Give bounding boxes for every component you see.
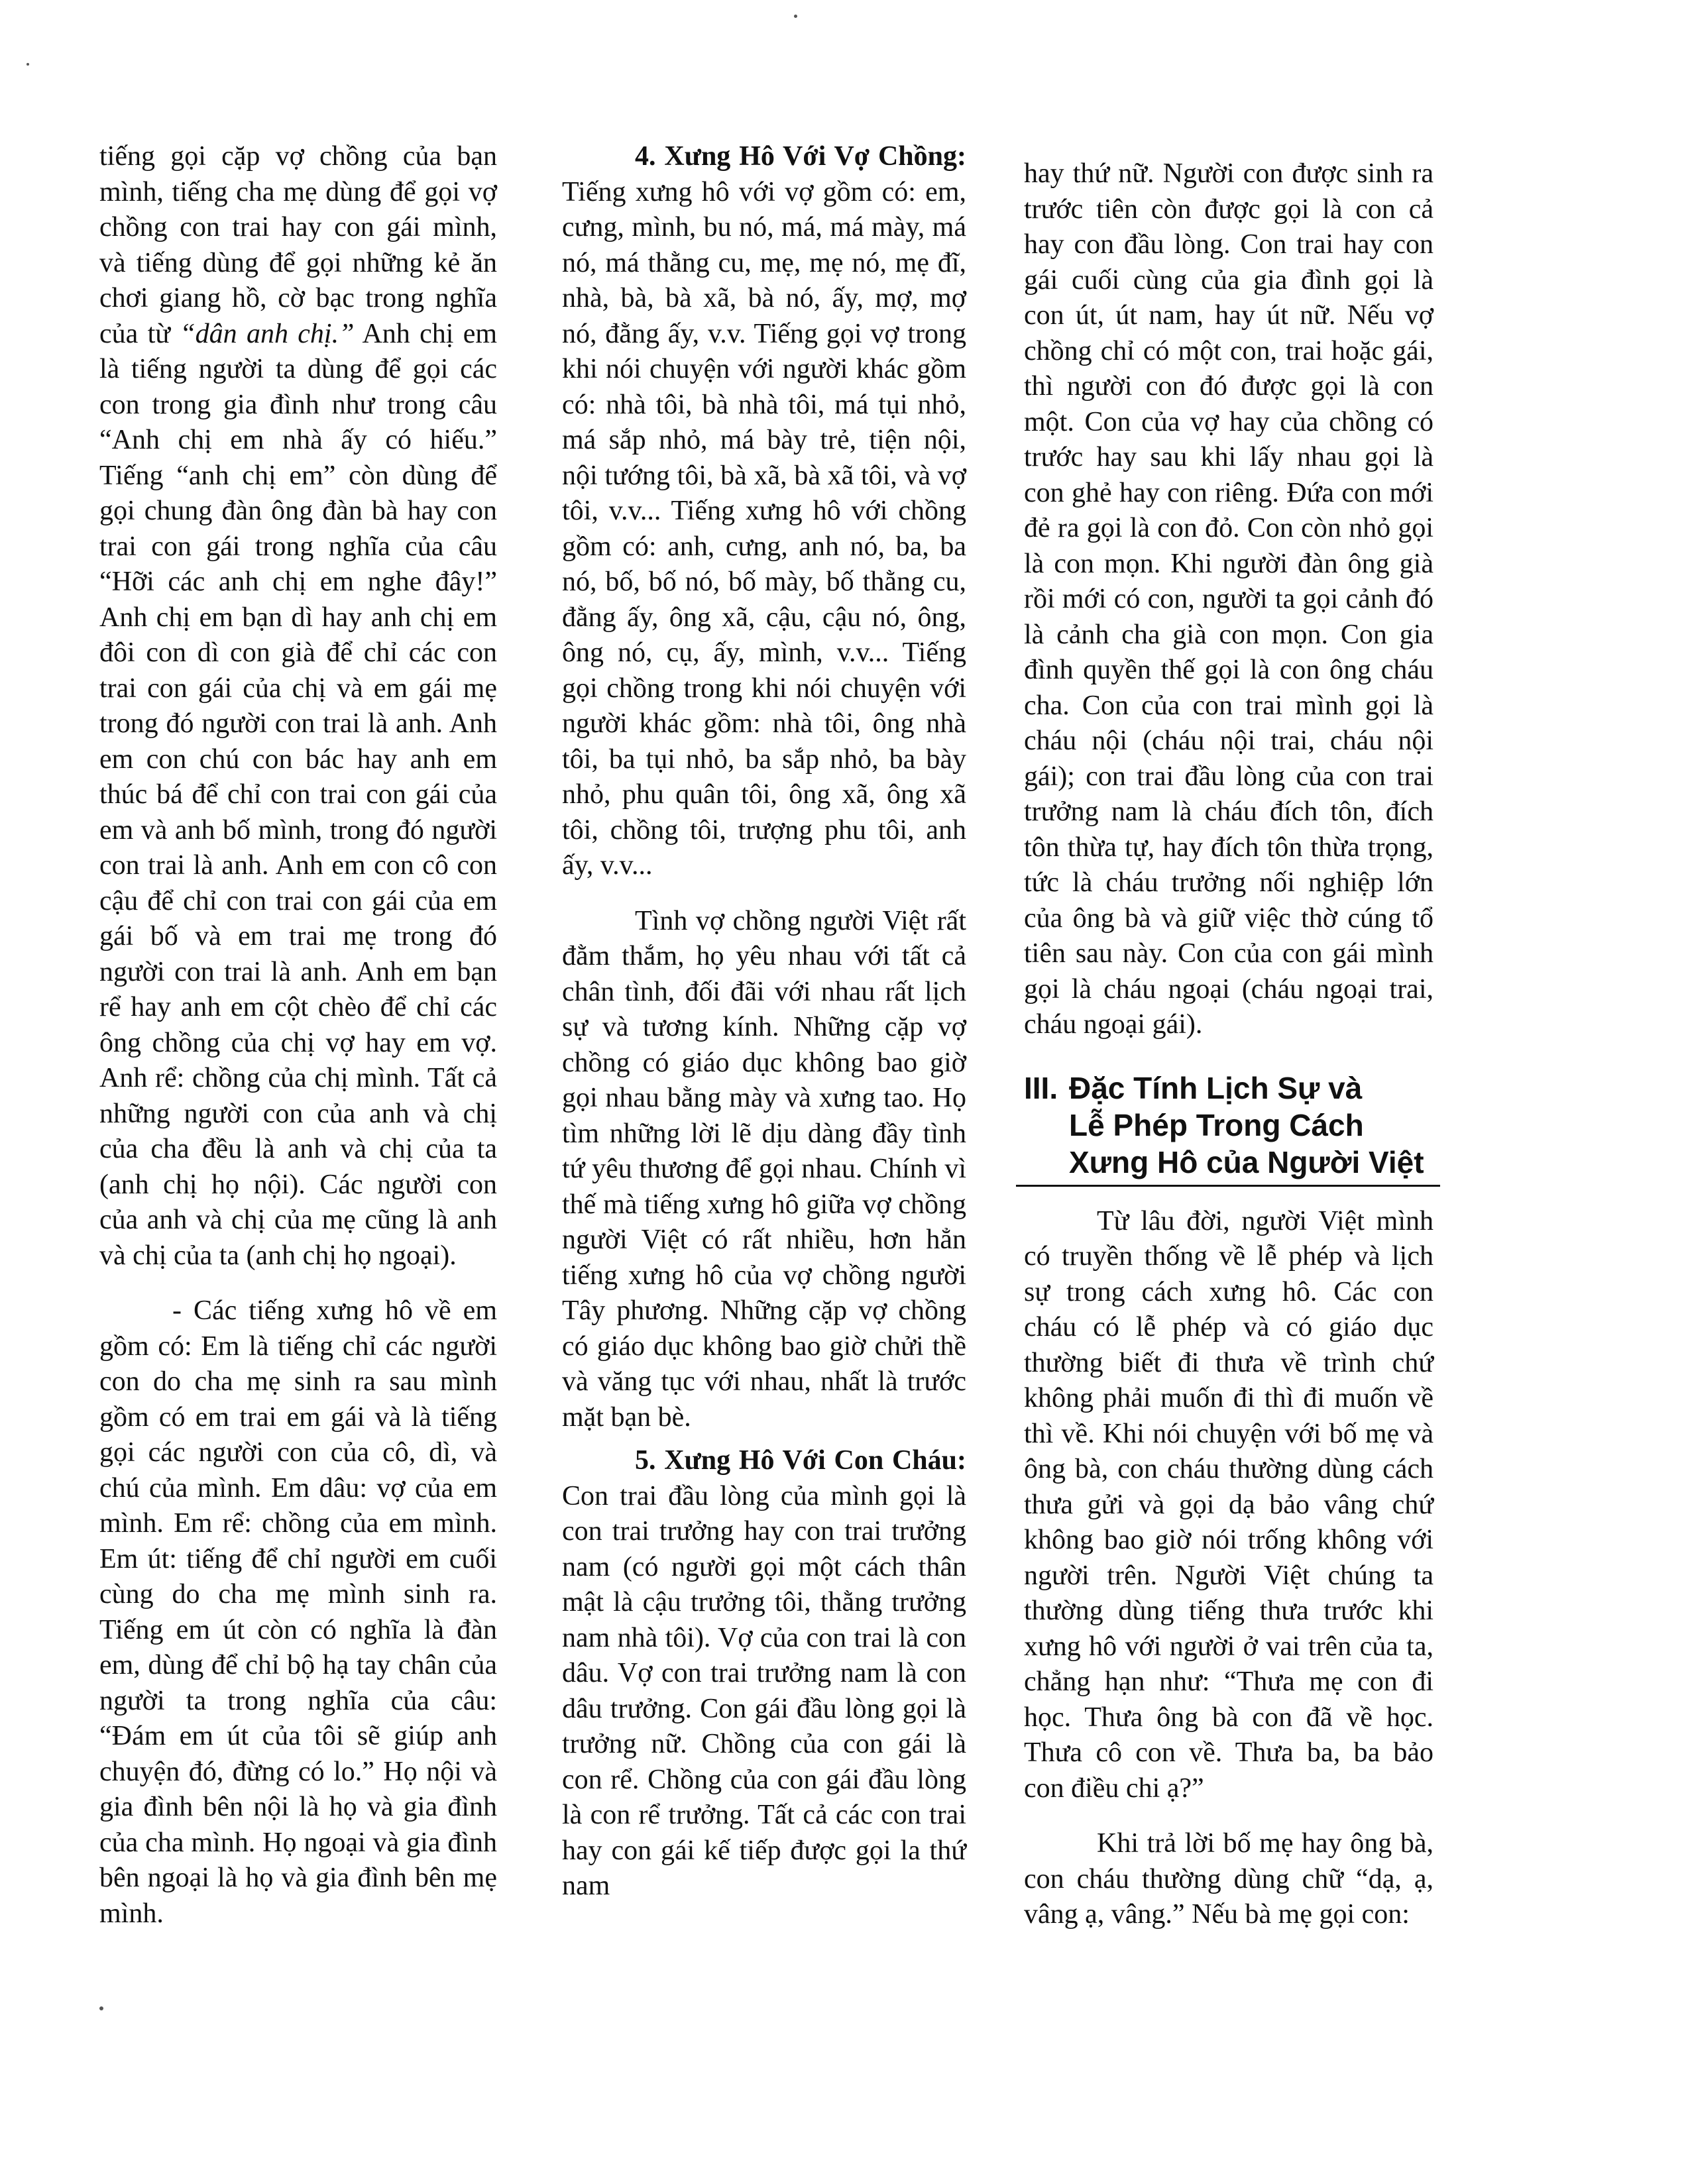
scan-speck: [794, 15, 797, 18]
section-heading: [1024, 1069, 1433, 1181]
subsection-heading: 5. Xưng Hô Với Con Cháu:: [635, 1445, 966, 1476]
section-title-line: Đặc Tính Lịch Sự và: [1069, 1070, 1363, 1105]
text: Con trai đầu lòng của mình gọi là con trai trưởng hay con trai trưởng nam (có người gọi một cách thân mật là cậu trưởng tôi, thằng trưởng nam nhà tôi). Vợ của con trai là con dâu. Vợ con trai trưởng nam là con dâu trưởng. Con gái đầu lòng gọi là trưởng nữ. Chồng của con gái là con rể. Chồng của con gái đầu lòng là con rể trưởng. Tất cả các con trai hay con gái kế tiếp được gọi la thứ nam: [562, 1480, 966, 1901]
section-rule: [1016, 1185, 1440, 1187]
subsection-heading: 4. Xưng Hô Với Vợ Chồng:: [635, 141, 966, 172]
paragraph: Khi trả lời bố mẹ hay ông bà, con cháu thường dùng chữ “dạ, ạ, vâng ạ, vâng.” Nếu bà mẹ gọi con:: [1024, 1828, 1433, 1930]
italic-term: “dân anh chị.”: [180, 318, 355, 349]
scan-speck: [99, 2006, 103, 2010]
text: Tiếng xưng hô với vợ gồm có: em, cưng, mình, bu nó, má, má mày, má nó, má thằng cu, mẹ, mẹ nó, mẹ đĩ, nhà, bà, bà xã, bà nó, ấy, mợ, mợ nó, đằng ấy, v.v. Tiếng gọi vợ trong khi nói chuyện với người khác gồm có: nhà tôi, bà nhà tôi, má tụi nhỏ, má sắp nhỏ, má bày trẻ, tiện nội, nội tướng tôi, bà xã, bà xã tôi, và vợ tôi, v.v... Tiếng xưng hô với chồng gồm có: anh, cưng, anh nó, ba, ba nó, bố, bố nó, bố mày, bố thằng cu, đằng ấy, ông xã, cậu, cậu nó, ông, ông nó, cụ, ấy, mình, v.v... Tiếng gọi chồng trong khi nói chuyện với người khác gồm: nhà tôi, ông nhà tôi, ba tụi nhỏ, ba sắp nhỏ, ba bày nhỏ, phu quân tôi, ông xã, ông xã tôi, chồng tôi, trượng phu tôi, anh ấy, v.v...: [562, 176, 966, 881]
paragraph: [562, 1443, 966, 1904]
column-1: [99, 139, 497, 1932]
paragraph: [562, 139, 966, 884]
column-3: [1024, 156, 1433, 1933]
paragraph: hay thứ nữ. Người con được sinh ra trước tiên còn được gọi là con cả hay con đầu lòng. Con trai hay con gái cuối cùng của gia đình gọi là con út, út nam, hay út nữ. Nếu vợ chồng chỉ có một con, trai hoặc gái, thì người con đó được gọi là con một. Con của vợ hay của chồng có trước hay sau khi lấy nhau gọi là con ghẻ hay con riêng. Đứa con mới đẻ ra gọi là con đỏ. Con còn nhỏ gọi là con mọn. Khi người đàn ông già rồi mới có con, người ta gọi cảnh đó là cảnh cha già con mọn. Con gia đình quyền thế gọi là con ông cháu cha. Con của con trai mình gọi là cháu nội (cháu nội trai, cháu nội gái); con trai đầu lòng của con trai trưởng nam là cháu đích tôn, đích tôn thừa tự, hay đích tôn thừa trọng, tức là cháu trưởng nối nghiệp lớn của ông bà và giữ việc thờ cúng tổ tiên sau này. Con của con gái mình gọi là cháu ngoại (cháu ngoại trai, cháu ngoại gái).: [1024, 158, 1433, 1040]
section-title-line: Lễ Phép Trong Cách: [1069, 1107, 1364, 1142]
column-2: [562, 139, 966, 1904]
paragraph: Từ lâu đời, người Việt mình có truyền thống về lễ phép và lịch sự trong cách xưng hô. Các con cháu có lễ phép và có giáo dục thường biết đi thưa về trình chứ không phải muốn đi thì đi muốn về thì về. Khi nói chuyện với bố mẹ và ông bà, con cháu thường dùng cách thưa gửi và gọi dạ bảo vâng chứ không bao giờ nói trống không với người trên. Người Việt chúng ta thường dùng tiếng thưa trước khi xưng hô với người ở vai trên của ta, chẳng hạn như: “Thưa mẹ con đi học. Thưa ông bà con đã về học. Thưa cô con về. Thưa ba, ba bảo con điều chi ạ?”: [1024, 1205, 1433, 1804]
paragraph: [99, 139, 497, 1274]
scan-speck: [27, 63, 29, 66]
text: tiếng gọi cặp vợ chồng của bạn mình, tiếng cha mẹ dùng để gọi vợ chồng con trai hay con gái mình, và tiếng dùng để gọi những kẻ ăn chơi giang hồ, cờ bạc trong nghĩa của từ: [99, 141, 497, 349]
paragraph: Tình vợ chồng người Việt rất đằm thắm, họ yêu nhau với tất cả chân tình, đối đãi với nhau rất lịch sự và tương kính. Những cặp vợ chồng có giáo dục không bao giờ gọi nhau bằng mày và xưng tao. Họ tìm những lời lẽ dịu dàng đầy tình tứ yêu thương để gọi nhau. Chính vì thế mà tiếng xưng hô giữa vợ chồng người Việt có rất nhiều, hơn hẳn tiếng xưng hô của vợ chồng người Tây phương. Những cặp vợ chồng có giáo dục không bao giờ chửi thề và văng tục với nhau, nhất là trước mặt bạn bè.: [562, 905, 966, 1433]
section-title-line: Xưng Hô của Người Việt: [1069, 1144, 1424, 1179]
paragraph: - Các tiếng xưng hô về em gồm có: Em là tiếng chỉ các người con do cha mẹ sinh ra sau mình gồm có em trai em gái và là tiếng gọi các người con của cô, dì, và chú của mình. Em dâu: vợ của em mình. Em rể: chồng của em mình. Em út: tiếng để chỉ người em cuối cùng do cha mẹ mình sinh ra. Tiếng em út còn có nghĩa là đàn em, dùng để chỉ bộ hạ tay chân của người ta trong nghĩa của câu: “Đám em út của tôi sẽ giúp anh chuyện đó, đừng có lo.” Họ nội và gia đình bên nội là họ và gia đình của cha mình. Họ ngoại và gia đình bên ngoại là họ và gia đình bên mẹ mình.: [99, 1295, 497, 1929]
section-number: III.: [1024, 1070, 1058, 1105]
text: Anh chị em là tiếng người ta dùng để gọi các con trong gia đình như trong câu “Anh chị em nhà ấy có hiếu.” Tiếng “anh chị em” còn dùng để gọi chung đàn ông đàn bà hay con trai con gái trong nghĩa của câu “Hỡi các anh chị em nghe đây!” Anh chị em bạn dì hay anh chị em đôi con dì con già để chỉ các con trai con gái của chị và em gái mẹ trong đó người con trai là anh. Anh em con chú con bác hay anh em thúc bá để chỉ con trai con gái của em và anh bố mình, trong đó người con trai là anh. Anh em con cô con cậu để chỉ con trai con gái của em gái bố và em trai mẹ trong đó người con trai là anh. Anh em bạn rể hay anh em cột chèo để chỉ các ông chồng của chị vợ hay em vợ. Anh rể: chồng của chị mình. Tất cả những người con của anh và chị của cha đều là anh và chị của ta (anh chị họ nội). Các người con của anh và chị của mẹ cũng là anh và chị của ta (anh chị họ ngoại).: [99, 318, 498, 1271]
